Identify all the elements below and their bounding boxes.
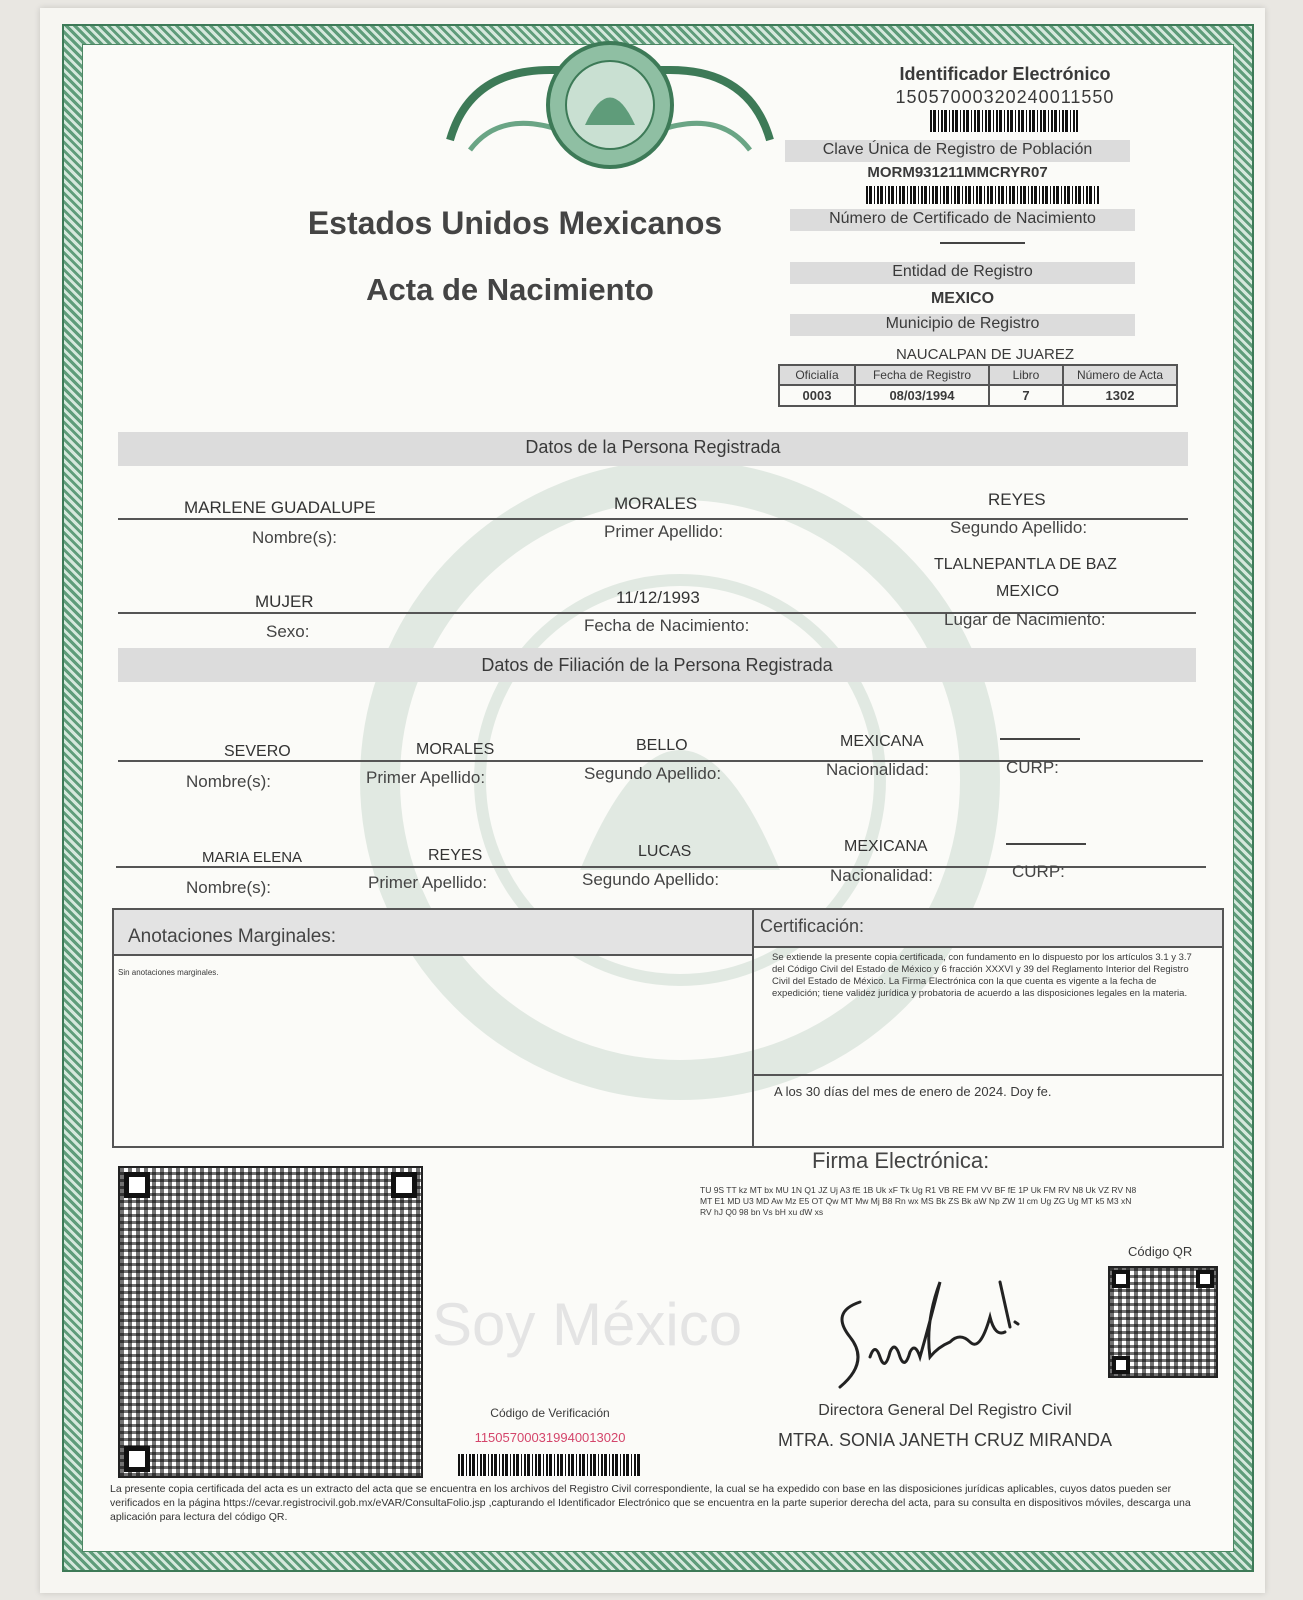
coat-of-arms-emblem xyxy=(440,30,780,180)
lugar-line2: MEXICO xyxy=(996,583,1060,600)
certificacion-fecha: A los 30 días del mes de enero de 2024. Doy fe. xyxy=(774,1084,1052,1099)
identificador-barcode xyxy=(930,110,1078,132)
fecha-registro-header: Fecha de Registro xyxy=(855,365,989,385)
padre-curp-label: CURP: xyxy=(1006,758,1059,777)
lugar-line1: TLALNEPANTLA DE BAZ xyxy=(934,556,1117,573)
registro-table xyxy=(778,364,1178,407)
verificacion-barcode xyxy=(458,1454,640,1476)
persona-primer-apellido-label: Primer Apellido: xyxy=(604,522,724,541)
padre-primer-label: Primer Apellido: xyxy=(366,768,486,787)
qr-small-label: Código QR xyxy=(1128,1244,1193,1259)
madre-nombre-label: Nombre(s): xyxy=(186,878,272,897)
anotaciones-title: Anotaciones Marginales: xyxy=(128,926,337,947)
country-title: Estados Unidos Mexicanos xyxy=(307,205,723,241)
certificacion-title: Certificación: xyxy=(760,916,865,936)
numero-acta-value: 1302 xyxy=(1063,385,1177,406)
persona-sexo: MUJER xyxy=(255,592,314,611)
persona-segundo-apellido: REYES xyxy=(988,490,1046,509)
signer-name: MTRA. SONIA JANETH CRUZ MIRANDA xyxy=(777,1430,1113,1450)
certificado-blank xyxy=(940,242,1025,244)
libro-value: 7 xyxy=(989,385,1063,406)
madre-primer-label: Primer Apellido: xyxy=(368,873,488,892)
identificador-label: Identificador Electrónico xyxy=(899,64,1111,84)
municipio-label: Municipio de Registro xyxy=(885,315,1040,332)
madre-primer-apellido: REYES xyxy=(428,847,483,864)
firma-code: TU 9S TT kz MT bx MU 1N Q1 JZ Uj A3 fE 1B Uk xF Tk Ug R1 VB RE FM VV BF fE 1P Uk FM RV N8 Uk VZ RV N8 MT E1 MD U3 MD Aw Mz E5 OT Qw MT Mw Mj B8 Rn wx MS Bk ZS Bk aW Np ZW 1l cm Ug ZG Ug MT k5 M3 xN RV hJ Q0 98 bn Vs bH xu dW xs xyxy=(700,1185,1137,1217)
libro-header: Libro xyxy=(989,365,1063,385)
padre-curp-blank xyxy=(1000,738,1080,740)
entidad-label: Entidad de Registro xyxy=(892,263,1033,280)
madre-nombre: MARIA ELENA xyxy=(202,849,303,866)
signer-title: Directora General Del Registro Civil xyxy=(818,1402,1072,1419)
persona-lugar-label: Lugar de Nacimiento: xyxy=(944,610,1106,629)
verificacion-label: Código de Verificación xyxy=(490,1406,610,1420)
persona-section-title: Datos de la Persona Registrada xyxy=(525,437,781,457)
padre-segundo-label: Segundo Apellido: xyxy=(584,764,722,783)
curp-label: Clave Única de Registro de Población xyxy=(822,141,1093,158)
fecha-registro-value: 08/03/1994 xyxy=(855,385,989,406)
padre-segundo-apellido: BELLO xyxy=(636,737,688,754)
footer-disclaimer: La presente copia certificada del acta es un extracto del acta que se encuentra en los archivos del Registro Civil correspondiente, la cual se ha expedido con base en las disposiciones jurídicas aplicables, cuyos datos pueden ser verificados en la página https://cevar.registrocivil.gob.mx/eVAR/ConsultaFolio.jsp ,capturando el Identificador Electrónico que se encuentra en la parte superior derecha del acta, para su consulta en dispositivos móviles, descarga una aplicación para lectura del código QR. xyxy=(110,1483,1191,1523)
persona-nombre-label: Nombre(s): xyxy=(252,528,338,547)
identificador-value: 15057000320240011550 xyxy=(895,87,1115,107)
padre-nacionalidad: MEXICANA xyxy=(840,733,924,750)
madre-nacionalidad: MEXICANA xyxy=(844,838,928,855)
entidad-value: MEXICO xyxy=(930,290,995,307)
oficialia-value: 0003 xyxy=(779,385,855,406)
madre-curp-blank xyxy=(1006,843,1086,845)
qr-code-large xyxy=(118,1166,423,1478)
madre-segundo-label: Segundo Apellido: xyxy=(582,870,720,889)
certificado-label: Número de Certificado de Nacimiento xyxy=(829,210,1096,227)
document-title: Acta de Nacimiento xyxy=(366,272,654,307)
municipio-value: NAUCALPAN DE JUAREZ xyxy=(895,346,1075,363)
persona-nombre: MARLENE GUADALUPE xyxy=(184,498,376,517)
madre-nacionalidad-label: Nacionalidad: xyxy=(830,866,934,885)
persona-fecha-label: Fecha de Nacimiento: xyxy=(584,616,750,635)
firma-title: Firma Electrónica: xyxy=(812,1148,990,1173)
soy-mexico-watermark: Soy México xyxy=(432,1291,743,1358)
padre-primer-apellido: MORALES xyxy=(416,741,495,758)
madre-segundo-apellido: LUCAS xyxy=(638,843,692,860)
padre-nombre-label: Nombre(s): xyxy=(186,772,272,791)
anotaciones-text: Sin anotaciones marginales. xyxy=(118,968,219,977)
persona-primer-apellido: MORALES xyxy=(614,494,698,513)
curp-value: MORM931211MMCRYR07 xyxy=(867,164,1048,181)
filiacion-section-title: Datos de Filiación de la Persona Registrada xyxy=(481,655,833,675)
verificacion-value: 115057000319940013020 xyxy=(474,1430,626,1445)
curp-barcode xyxy=(866,186,1100,204)
qr-code-small xyxy=(1108,1266,1218,1378)
padre-nacionalidad-label: Nacionalidad: xyxy=(826,760,930,779)
persona-segundo-apellido-label: Segundo Apellido: xyxy=(950,518,1088,537)
handwritten-signature xyxy=(830,1262,1050,1402)
certificacion-text: Se extiende la presente copia certificada, con fundamento en lo dispuesto por los artículos 3.1 y 3.7 del Código Civil del Estado de México y 6 fracción XXXVI y 39 del Reglamento Interior del Registro Civil del Estado de México. La Firma Electrónica con la que cuenta es vigente a la fecha de expedición; tiene validez jurídica y probatoria de acuerdo a las disposiciones legales en la materia. xyxy=(772,952,1192,999)
persona-fecha: 11/12/1993 xyxy=(616,588,700,607)
persona-sexo-label: Sexo: xyxy=(266,622,310,641)
numero-acta-header: Número de Acta xyxy=(1063,365,1177,385)
padre-nombre: SEVERO xyxy=(224,743,291,760)
oficialia-header: Oficialía xyxy=(779,365,855,385)
madre-curp-label: CURP: xyxy=(1012,862,1065,881)
